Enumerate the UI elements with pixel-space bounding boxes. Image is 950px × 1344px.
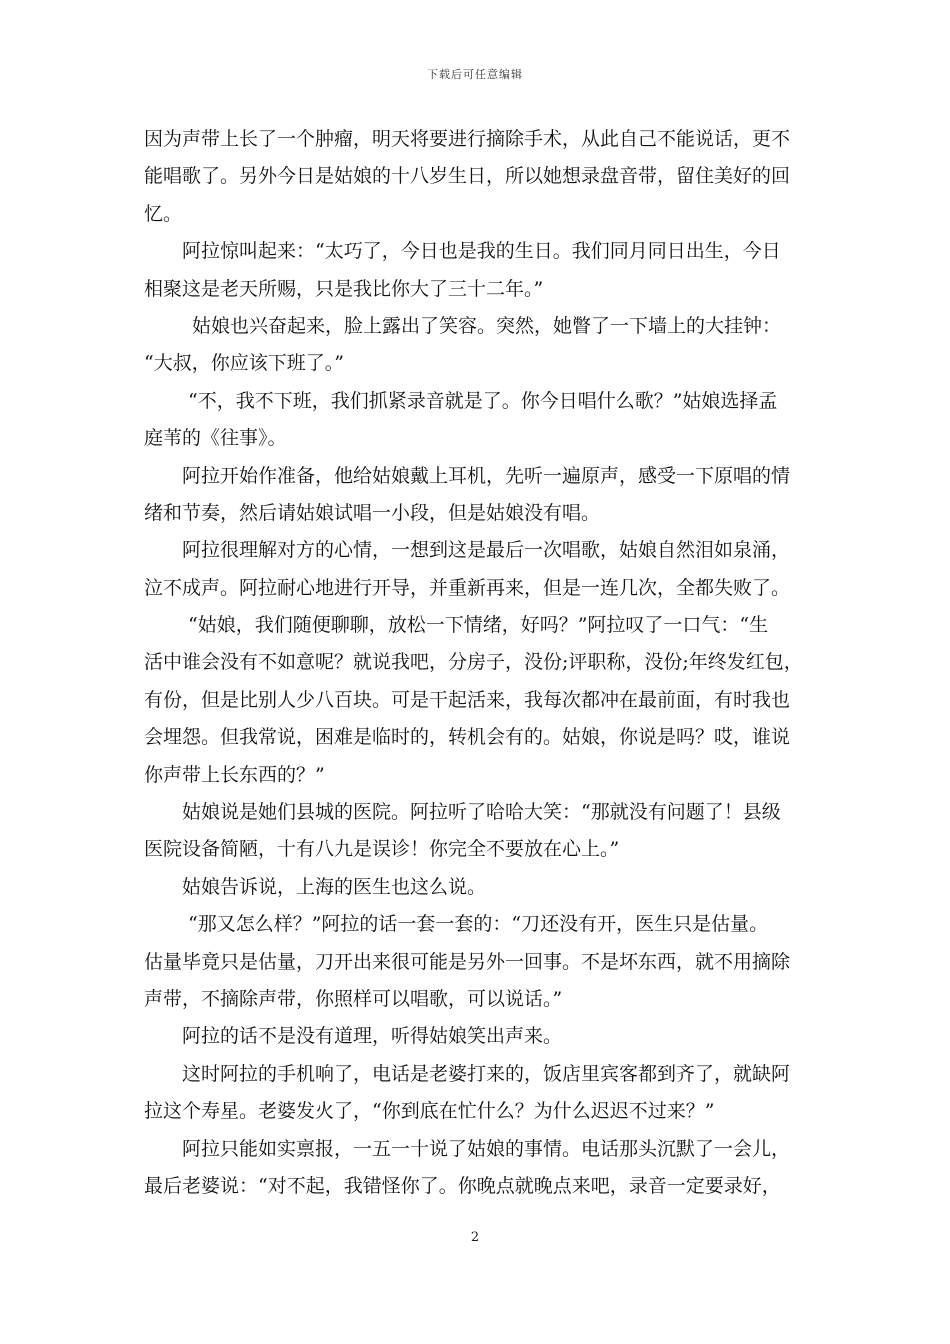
text-line: 能唱歌了。另外今日是姑娘的十八岁生日，所以她想录盘音带，留住美好的回 [144, 165, 791, 188]
text-line: 拉这个寿星。老婆发火了，“你到底在忙什么？为什么迟迟不过来？” [144, 1100, 715, 1123]
text-line: 相聚这是老天所赐，只是我比你大了三十二年。” [144, 277, 544, 300]
text-line: “不，我不下班，我们抓紧录音就是了。你今日唱什么歌？”姑娘选择孟 [188, 389, 778, 412]
text-line: 有份，但是比别人少八百块。可是干起活来，我每次都冲在最前面，有时我也 [144, 688, 791, 711]
text-line: 姑娘告诉说，上海的医生也这么说。 [182, 875, 487, 898]
text-line: 最后老婆说：“对不起，我错怪你了。你晚点就晚点来吧，录音一定要录好， [144, 1174, 781, 1197]
text-line: 估量毕竟只是估量，刀开出来很可能是另外一回事。不是坏东西，就不用摘除 [144, 950, 791, 973]
text-line: 庭苇的《往事》。 [144, 427, 287, 450]
text-line: 阿拉惊叫起来：“太巧了，今日也是我的生日。我们同月同日出生，今日 [182, 240, 781, 263]
text-line: 姑娘也兴奋起来，脸上露出了笑容。突然，她瞥了一下墙上的大挂钟： [192, 314, 782, 337]
text-line: 阿拉很理解对方的心情，一想到这是最后一次唱歌，姑娘自然泪如泉涌， [182, 539, 791, 562]
text-line: 姑娘说是她们县城的医院。阿拉听了哈哈大笑：“那就没有问题了！县级 [182, 801, 781, 824]
text-line: 忆。 [144, 202, 183, 225]
text-line: 泣不成声。阿拉耐心地进行开导，并重新再来，但是一连几次，全都失败了。 [144, 576, 791, 599]
text-line: 你声带上长东西的？” [144, 763, 325, 786]
text-line: 因为声带上长了一个肿瘤，明天将要进行摘除手术，从此自己不能说话，更不 [144, 128, 791, 150]
text-line: 阿拉只能如实禀报，一五一十说了姑娘的事情。电话那头沉默了一会儿， [182, 1137, 791, 1160]
text-line: 阿拉的话不是没有道理，听得姑娘笑出声来。 [182, 1025, 563, 1048]
text-line: 活中谁会没有不如意呢？就说我吧，分房子，没份;评职称，没份;年终发红包， [144, 651, 803, 674]
text-line: 声带，不摘除声带，你照样可以唱歌，可以说话。” [144, 987, 563, 1010]
text-line: 医院设备简陋，十有八九是误诊！你完全不要放在心上。” [144, 838, 620, 861]
text-line: 阿拉开始作准备，他给姑娘戴上耳机，先听一遍原声，感受一下原唱的情 [182, 464, 791, 487]
text-line: “那又怎么样？”阿拉的话一套一套的：“刀还没有开，医生只是估量。 [188, 913, 769, 936]
document-body [144, 121, 808, 1205]
text-line: “大叔，你应该下班了。” [144, 352, 344, 375]
page-header: 下载后可任意编辑 [427, 68, 523, 81]
text-line: “姑娘，我们随便聊聊，放松一下情绪，好吗？”阿拉叹了一口气：“生 [188, 614, 769, 637]
page-number: 2 [470, 1230, 480, 1245]
text-line: 这时阿拉的手机响了，电话是老婆打来的，饭店里宾客都到齐了，就缺阿 [182, 1062, 791, 1085]
text-line: 会埋怨。但我常说，困难是临时的，转机会有的。姑娘，你说是吗？哎，谁说 [144, 726, 791, 749]
text-line: 绪和节奏，然后请姑娘试唱一小段，但是姑娘没有唱。 [144, 501, 601, 524]
